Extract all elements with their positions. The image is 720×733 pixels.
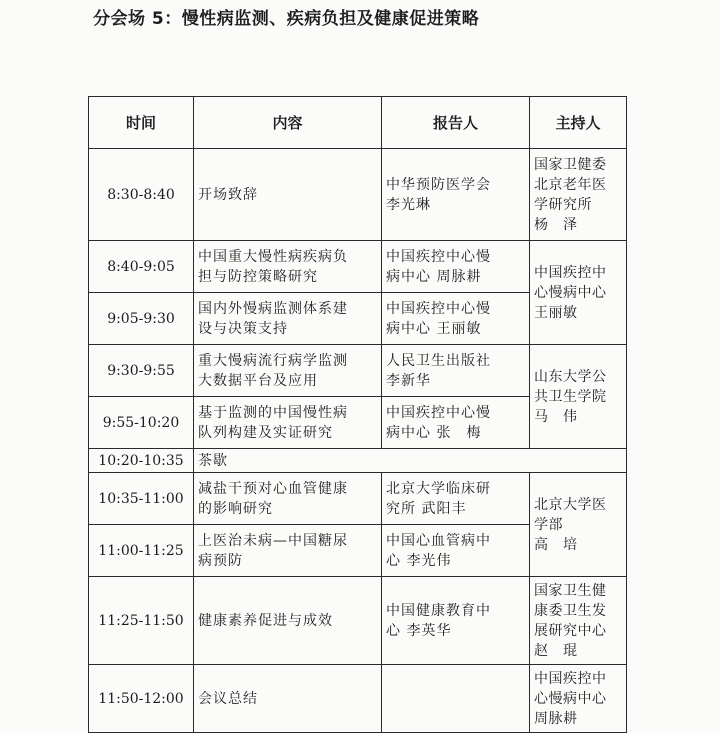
table-row xyxy=(89,345,627,397)
speaker-cell: 北京大学临床研 究所 武阳丰 xyxy=(382,473,530,525)
table-row xyxy=(89,449,627,473)
speaker-cell: 中国疾控中心慢 病中心 张 梅 xyxy=(382,397,530,449)
column-header-speaker: 报告人 xyxy=(382,97,530,149)
speaker-cell xyxy=(382,665,530,733)
content-cell: 中国重大慢性病疾病负 担与防控策略研究 xyxy=(194,241,382,293)
time-cell: 11:50-12:00 xyxy=(89,665,194,733)
time-cell: 11:25-11:50 xyxy=(89,577,194,665)
time-cell: 9:55-10:20 xyxy=(89,397,194,449)
content-cell: 重大慢病流行病学监测 大数据平台及应用 xyxy=(194,345,382,397)
table-row xyxy=(89,665,627,733)
page-title: 分会场 5：慢性病监测、疾病负担及健康促进策略 xyxy=(93,9,480,29)
time-cell: 10:20-10:35 xyxy=(89,449,194,473)
time-cell: 9:30-9:55 xyxy=(89,345,194,397)
host-cell: 中国疾控中 心慢病中心 王丽敏 xyxy=(530,241,627,345)
table-row xyxy=(89,577,627,665)
speaker-cell: 中华预防医学会 李光琳 xyxy=(382,149,530,241)
content-cell: 减盐干预对心血管健康 的影响研究 xyxy=(194,473,382,525)
speaker-cell: 人民卫生出版社 李新华 xyxy=(382,345,530,397)
agenda-table xyxy=(88,96,627,733)
content-cell: 会议总结 xyxy=(194,665,382,733)
break-cell: 茶歇 xyxy=(194,449,627,473)
time-cell: 8:30-8:40 xyxy=(89,149,194,241)
content-cell: 基于监测的中国慢性病 队列构建及实证研究 xyxy=(194,397,382,449)
content-cell: 开场致辞 xyxy=(194,149,382,241)
host-cell: 北京大学医 学部 高 培 xyxy=(530,473,627,577)
content-cell: 健康素养促进与成效 xyxy=(194,577,382,665)
host-cell: 山东大学公 共卫生学院 马 伟 xyxy=(530,345,627,449)
speaker-cell: 中国疾控中心慢 病中心 周脉耕 xyxy=(382,241,530,293)
host-cell: 中国疾控中 心慢病中心 周脉耕 xyxy=(530,665,627,733)
column-header-host: 主持人 xyxy=(530,97,627,149)
speaker-cell: 中国疾控中心慢 病中心 王丽敏 xyxy=(382,293,530,345)
column-header-content: 内容 xyxy=(194,97,382,149)
column-header-time: 时间 xyxy=(89,97,194,149)
content-cell: 国内外慢病监测体系建 设与决策支持 xyxy=(194,293,382,345)
table-row xyxy=(89,241,627,293)
table-row xyxy=(89,473,627,525)
time-cell: 8:40-9:05 xyxy=(89,241,194,293)
content-cell: 上医治未病—中国糖尿 病预防 xyxy=(194,525,382,577)
time-cell: 10:35-11:00 xyxy=(89,473,194,525)
host-cell: 国家卫健委 北京老年医 学研究所 杨 泽 xyxy=(530,149,627,241)
time-cell: 9:05-9:30 xyxy=(89,293,194,345)
time-cell: 11:00-11:25 xyxy=(89,525,194,577)
host-cell: 国家卫生健 康委卫生发 展研究中心 赵 琨 xyxy=(530,577,627,665)
table-row xyxy=(89,149,627,241)
speaker-cell: 中国健康教育中 心 李英华 xyxy=(382,577,530,665)
table-header-row xyxy=(89,97,627,149)
speaker-cell: 中国心血管病中 心 李光伟 xyxy=(382,525,530,577)
